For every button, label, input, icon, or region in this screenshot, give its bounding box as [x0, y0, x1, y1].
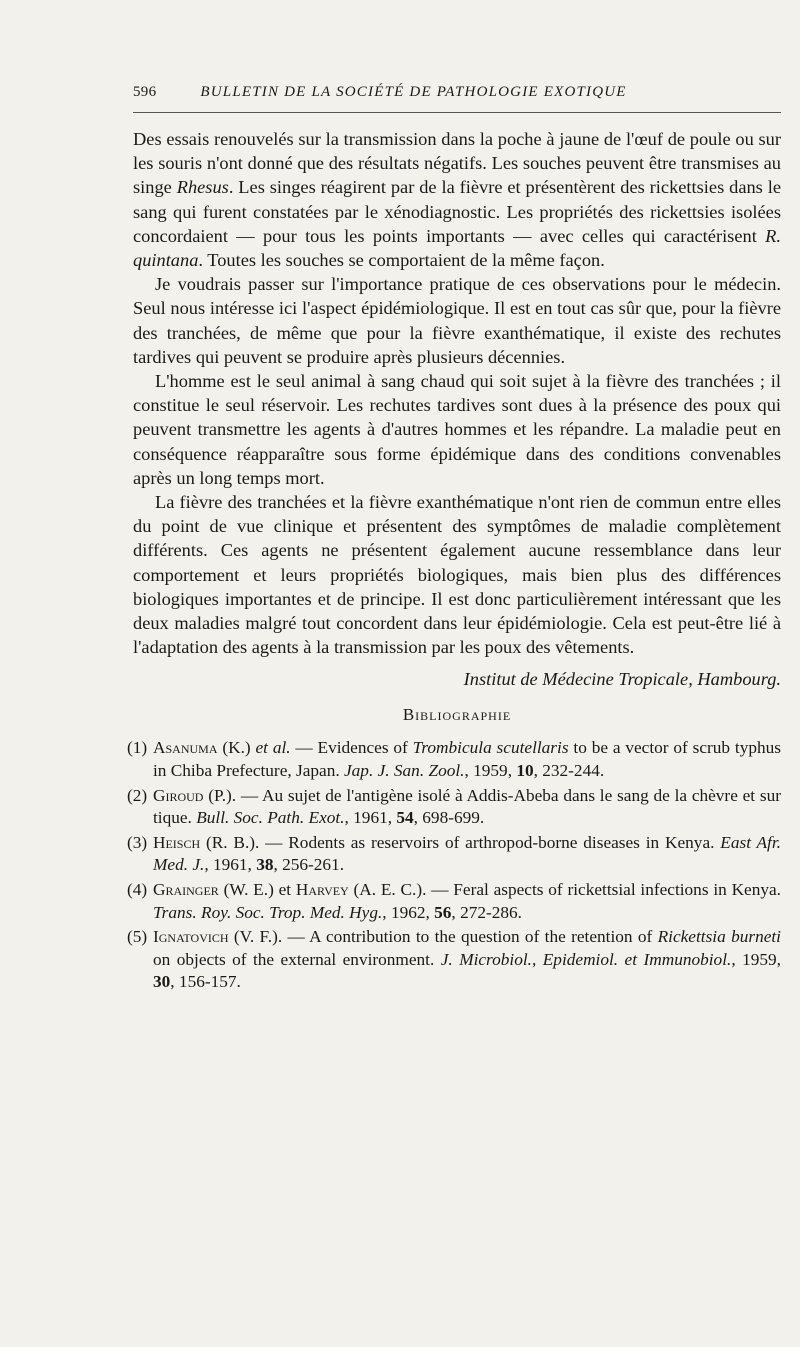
reference-list [127, 737, 781, 994]
pages: , 698-699. [413, 808, 485, 828]
text-span: , 1961, [344, 808, 397, 828]
reference-item [127, 879, 781, 924]
article-body [133, 127, 781, 659]
volume: 38 [256, 855, 274, 875]
author: Giroud [153, 785, 204, 805]
running-header [133, 84, 781, 113]
text-span: (R. B.). — Rodents as reservoirs of arthropod-borne diseases in Kenya. [200, 832, 721, 852]
text-span: , 1959, [464, 761, 517, 781]
journal: Bull. Soc. Path. Exot. [196, 808, 345, 828]
text-span: (V. F.). — A contribution to the question of the retention of [228, 927, 658, 947]
text-span: . Toutes les souches se comportaient de la même façon. [198, 250, 605, 271]
pages: , 272-286. [451, 902, 522, 922]
journal: J. Microbiol., Epidemiol. et Immunobiol. [440, 949, 732, 969]
reference-text [153, 737, 781, 782]
paragraph-2: Je voudrais passer sur l'importance pratique de ces observations pour le médecin. Seul nous intéresse ici l'aspect épidémiologique. Il est en tout cas sûr que, pour la fièvre des tranchées, de même que pour la fièvre exanthématique, il existe des rechutes tardives qui peuvent se produire après plusieurs décennies. [133, 274, 781, 367]
bibliography-heading [133, 705, 781, 725]
reference-item [127, 785, 781, 830]
institution-signature: Institut de Médecine Tropicale, Hambourg. [463, 669, 781, 690]
journal: Trans. Roy. Soc. Trop. Med. Hyg. [153, 902, 383, 922]
text-span: on objects of the external environment. [153, 949, 441, 969]
volume: 54 [396, 808, 414, 828]
text-span: (W. E.) et [218, 880, 296, 900]
reference-number: (1) [127, 738, 148, 758]
reference-text [153, 785, 781, 830]
author: Harvey [295, 880, 349, 900]
text-span: to be a vector of scrub typhus in Chiba Prefecture, Japan. [153, 738, 781, 781]
text-span: (P.). — Au sujet de l'antigène isolé à Addis-Abeba dans le sang de la chèvre et sur tique. [153, 785, 781, 828]
page-number: 596 [133, 84, 157, 100]
running-head-title: BULLETIN DE LA SOCIÉTÉ DE PATHOLOGIE EXOTIQUE [200, 84, 627, 100]
species-name: Trombicula scutellaris [412, 738, 569, 758]
reference-number: (4) [127, 880, 148, 900]
species-name: Rickettsia burneti [657, 927, 781, 947]
volume: 10 [516, 761, 534, 781]
text-span: (A. E. C.). — Feral aspects of rickettsial infections in Kenya. [348, 880, 781, 900]
reference-number: (2) [127, 785, 148, 805]
author: Grainger [153, 880, 219, 900]
page [127, 84, 781, 996]
species-name: R. quintana [133, 225, 781, 271]
reference-number: (3) [127, 832, 148, 852]
text-span: et al. [255, 738, 291, 758]
journal: East Afr. Med. J. [153, 832, 781, 875]
reference-text [153, 926, 781, 994]
text-span: (K.) [217, 738, 256, 758]
reference-item [127, 737, 781, 782]
author: Ignatovich [153, 927, 229, 947]
paragraph-4: La fièvre des tranchées et la fièvre exanthématique n'ont rien de commun entre elles du point de vue clinique et présentent des symptômes de maladie complètement différents. Ces agents ne présentent également aucune ressemblance dans leur comportement et leurs propriétés biologiques, mais bien plus des différences biologiques importantes et de principe. Il est donc particulièrement intéressant que les deux maladies malgré tout concordent dans leur épidémiologie. Cela est peut-être lié à l'adaptation des agents à la transmission par les poux des vêtements. [133, 492, 781, 658]
text-span: Des essais renouvelés sur la transmission dans la poche à jaune de l'œuf de poule ou sur les souris n'ont donné que des résultats négatifs. Les souches peuvent être transmises au singe [133, 129, 781, 198]
reference-item [127, 832, 781, 877]
species-name: Rhesus [176, 177, 229, 198]
text-span: , 1962, [382, 902, 435, 922]
text-span: , 1959, [731, 949, 781, 969]
journal: Jap. J. San. Zool. [344, 761, 465, 781]
pages: , 256-261. [273, 855, 345, 875]
volume: 56 [434, 902, 452, 922]
reference-item [127, 926, 781, 994]
text-span: , 1961, [204, 855, 257, 875]
text-span: . Les singes réagirent par de la fièvre et présentèrent des rickettsies dans le sang qui furent constatées par le xénodiagnostic. Les propriétés des rickettsies isolées concordaient — pour tous les points importants — avec celles qui caractérisent [133, 177, 781, 246]
author: Asanuma [153, 738, 218, 758]
reference-number: (5) [127, 927, 148, 947]
reference-text [153, 879, 781, 924]
text-span: — Evidences of [290, 738, 413, 758]
pages: , 232-244. [533, 761, 605, 781]
reference-text [153, 832, 781, 877]
volume: 30 [153, 972, 171, 992]
paragraph-3: L'homme est le seul animal à sang chaud qui soit sujet à la fièvre des tranchées ; il constitue le seul réservoir. Les rechutes tardives sont dues à la présence des poux qui peuvent transmettre les agents à d'autres hommes et les répandre. La maladie peut en conséquence réapparaître sous forme épidémique dans des conditions convenables après un long temps mort. [133, 371, 781, 488]
author: Heisch [153, 832, 201, 852]
bibliography-title: Bibliographie [402, 705, 512, 725]
paragraph-1 [133, 127, 781, 272]
pages: , 156-157. [170, 972, 241, 992]
